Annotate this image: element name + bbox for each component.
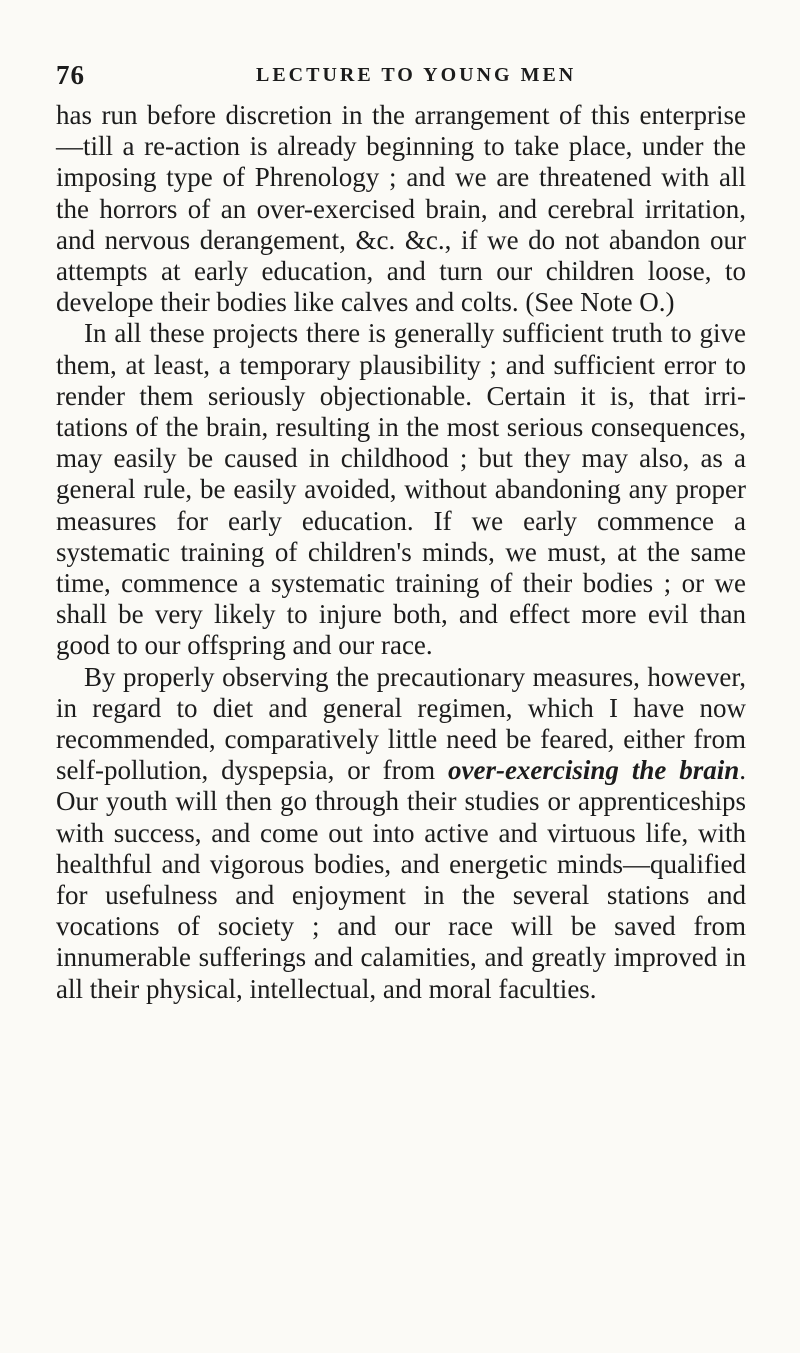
paragraph-3-text-before: By properly observing the precautionary measures, however, in regard to diet and general regimen, which I have now recommended, comparatively little need be feared, either from self-pollution, dyspepsia, or from — [56, 661, 746, 786]
book-page — [56, 0, 746, 1353]
paragraph-3-text-after: . Our youth will then go through their studies or apprenticeships with success, and come out into active and virtuous life, with healthful and vigorous bodies, and energetic minds—qualified for usefulness and enjoyment in the several stations and vocations of society ; and our race will be saved from innumerable sufferings and calamities, and greatly improved in all their physical, intellectual, and moral faculties. — [56, 755, 746, 1004]
page-number: 76 — [56, 60, 85, 90]
page-header — [56, 60, 746, 90]
paragraph-3 — [56, 662, 746, 1005]
paragraph-2: In all these projects there is generally sufficient truth to give them, at least, a temporary plausibility ; and sufficient error to render them seriously objectionable. Certain it is, that irritations of the brain, resulting in the most serious consequences, may easily be caused in childhood ; but they may also, as a general rule, be easily avoided, without abandoning any proper measures for early education. If we early commence a systematic training of children's minds, we must, at the same time, commence a systematic training of their bodies ; or we shall be very likely to injure both, and effect more evil than good to our offspring and our race. — [56, 318, 746, 661]
running-title: LECTURE TO YOUNG MEN — [256, 64, 577, 86]
body-text — [56, 100, 746, 1005]
paragraph-1: has run before discretion in the arrangement of this enterprise—till a re-action is already beginning to take place, under the imposing type of Phrenology ; and we are threatened with all the horrors of an over-exercised brain, and cerebral irritation, and nervous derangement, &c. &c., if we do not abandon our attempts at early education, and turn our children loose, to develope their bodies like calves and colts. (See Note O.) — [56, 100, 746, 318]
paragraph-3-emphasis: over-exercising the brain — [447, 755, 740, 786]
